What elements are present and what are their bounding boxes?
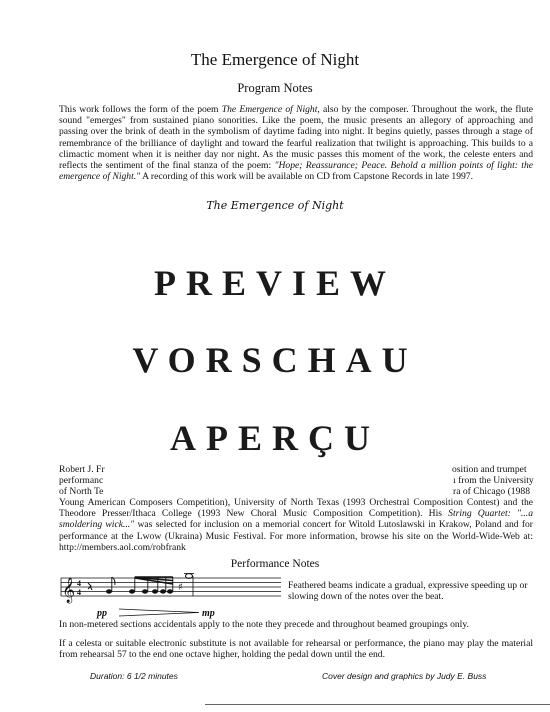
program-notes-text-c: A recording of this work will be available on CD from Capstone Records in late 1997. (140, 171, 473, 183)
bio-text-a: Young American Composers Competition), University of North Texas (1993 Orchestral Composition Contest) and the Theodore Presser/Ithaca College (1993 New Choral Music Composition Competition). His (59, 497, 533, 520)
bio-text-b: was selected for inclusion on a memorial concert for Witold Lutoslawski in Krakow, Poland and for performance at the Lwow (Ukraina) Music Festival. For more information, browse his site on the World-Wide-Web at: http://members.aol.com/robfrank (59, 519, 533, 553)
watermark-apercu: APERÇU (170, 418, 380, 458)
poem-title: The Emergence of Night (221, 104, 318, 115)
duration-label: Duration: 6 1/2 minutes (90, 671, 178, 681)
cover-credit: Cover design and graphics by Judy E. Buss (322, 671, 487, 681)
program-notes-text-a: This work follows the form of the poem (59, 104, 222, 115)
time-signature-bottom-icon: 4 (77, 588, 81, 597)
footer-rule (205, 704, 550, 705)
bio-paragraph (59, 497, 533, 553)
feathered-beams-note: Feathered beams indicate a gradual, expressive speeding up or slowing down of the notes over the beat. (288, 580, 528, 603)
program-notes-paragraph (59, 104, 533, 182)
sharp-icon: ♯ (178, 582, 183, 593)
dynamic-mp: mp (202, 608, 215, 619)
bio-work-title: String Quartet: "...a smoldering wick..." (59, 508, 534, 531)
celesta-note: If a celesta or suitable electronic substitute is not available for rehearsal or performance, the piano may play the material from rehearsal 57 to the end one octave higher, holding the pedal down until the end. (59, 638, 533, 661)
dynamic-pp: pp (97, 608, 107, 619)
treble-clef-icon: 𝄞 (62, 578, 76, 603)
crescendo-hairpin-icon (119, 609, 199, 616)
bio-fragment: Robert J. Fr (59, 464, 105, 475)
watermark-preview: PREVIEW (153, 263, 397, 303)
program-notes-text-b: , also by the composer. Throughout the work, the flute sound "emerges" from sustained piano sonorities. Like the poem, the music presents an allegory of approaching and passing over the brink of death in the symbolism of daytime fading into night. It begins quietly, passes through a stage of remembrance of the brilliance of daylight and toward the fearful realization that twilight is approaching. This builds to a climactic moment when it is neither day nor night. As the music passes this moment of the work, the celeste enters and reflects the sentiment of the final stanza of the poem: (59, 104, 533, 172)
eighth-rest-icon (88, 583, 92, 590)
score-script-title: The Emergence of Night (206, 199, 344, 212)
page-title: The Emergence of Night (190, 50, 360, 69)
bio-fragment: ra of Chicago (1988 (453, 486, 530, 497)
program-notes-heading: Program Notes (237, 81, 313, 95)
bio-fragment: performanc (59, 475, 104, 486)
bio-fragment: osition and trumpet (452, 464, 527, 475)
feathered-beam-example (59, 572, 284, 622)
time-signature-top-icon: 4 (77, 579, 81, 588)
bio-fragment: ı from the University (453, 475, 534, 486)
accidentals-note: In non-metered sections accidentals apply to the note they precede and throughout beamed groupings only. (59, 619, 469, 630)
performance-notes-heading: Performance Notes (230, 558, 320, 570)
bio-fragment: of North Te (59, 486, 104, 497)
poem-quote: "Hope; Reassurance; Peace. Behold a million points of light: the emergence of Night." (59, 160, 533, 183)
watermark-vorschau: VORSCHAU (132, 340, 418, 380)
